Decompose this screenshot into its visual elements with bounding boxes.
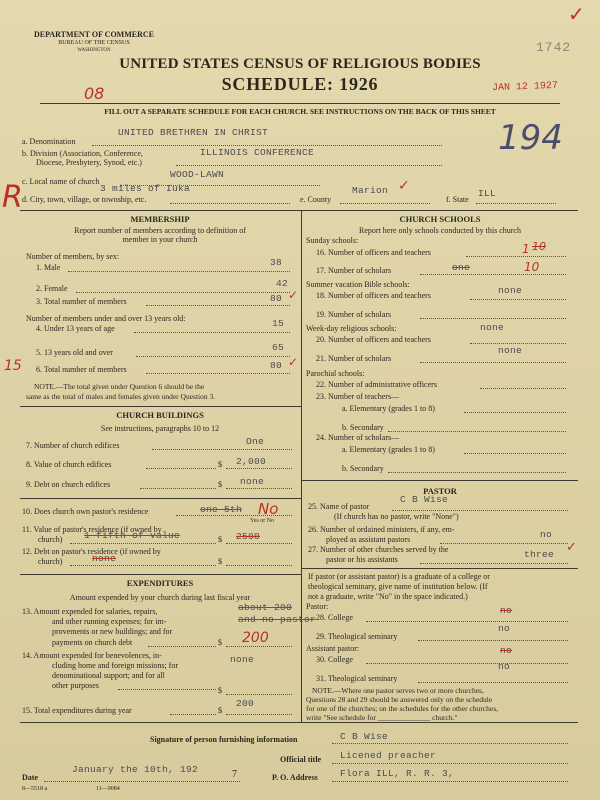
q12-value: none [92, 553, 117, 564]
q18-value: none [498, 285, 523, 296]
hand-15-margin: 15 [4, 358, 22, 374]
hand-194: 194 [498, 118, 563, 158]
instruction-line: FILL OUT A SEPARATE SCHEDULE FOR EACH CHURCH. SEE INSTRUCTIONS ON THE BACK OF THIS SHEET [104, 107, 496, 116]
date-label: Date [22, 773, 38, 782]
expenditures-heading: EXPENDITURES [126, 578, 194, 588]
grad-text-2: theological seminary, give name of institution below. (If [308, 582, 488, 591]
q20-value: none [480, 322, 505, 333]
buildings-heading: CHURCH BUILDINGS [116, 410, 204, 420]
schools-parochial: Parochial schools: [306, 369, 365, 378]
hand-r: R [2, 180, 23, 215]
schools-sunday: Sunday schools: [306, 236, 359, 245]
q17-typed: one [452, 262, 471, 273]
q16-label: 16. Number of officers and teachers [316, 248, 431, 257]
q11-dollar: $ [218, 535, 222, 544]
q13-typed-1: about 200 [238, 602, 293, 613]
q10-yes-no: Yes or No [250, 518, 275, 524]
city-value: 3 miles of Iuka [100, 183, 191, 194]
q11-typed: 1 fifth of value [84, 530, 181, 541]
q28-label: 28. College [316, 613, 353, 622]
q29-value: no [498, 623, 511, 634]
q7-value: One [246, 436, 265, 447]
membership-intro-2: member in your church [122, 235, 198, 244]
membership-note-1: NOTE.—The total given under Question 6 should be the [34, 382, 205, 391]
q26-label-a: 26. Number of ordained ministers, if any, em- [308, 525, 455, 534]
state-label: f. State [446, 195, 469, 204]
print-code: 11—9084 [96, 786, 120, 792]
division-label: b. Division (Association, Conference, [22, 149, 143, 158]
q29-label: 29. Theological seminary [316, 632, 398, 641]
q11-value: 2500 [236, 531, 261, 542]
local-name-value: WOOD-LAWN [170, 169, 225, 180]
q4-label: 4. Under 13 years of age [36, 324, 115, 333]
q16-value: 1 [522, 242, 530, 256]
q23-label: 23. Number of teachers— [316, 392, 400, 401]
stamp-number: 1742 [536, 40, 572, 55]
q6-checkmark: ✓ [288, 355, 299, 369]
q6-value: 80 [270, 360, 283, 371]
q16-struck: 10 [532, 240, 546, 253]
hand-08: 08 [84, 84, 105, 103]
q9-label: 9. Debt on church edifices [26, 480, 111, 489]
county-value: Marion [352, 185, 389, 196]
membership-note-2: same as the total of males and females given under Question 3. [26, 392, 216, 401]
address-label: P. O. Address [272, 773, 318, 782]
q3-value: 80 [270, 293, 283, 304]
city-label-field: d. City, town, village, or township, etc. [22, 195, 147, 204]
pastor-note-4: write "See schedule for ______________ church." [306, 713, 458, 722]
q27-label-a: 27. Number of other churches served by the [308, 545, 449, 554]
date-year: 7 [232, 769, 237, 780]
form-title: UNITED STATES CENSUS OF RELIGIOUS BODIES [119, 56, 481, 72]
official-title-value: Licened preacher [340, 750, 437, 761]
q13-value: 200 [242, 630, 269, 646]
pastor-note-3: for one of the churches; on the schedules for the other churches, [306, 704, 499, 713]
q10-value: one 5th [200, 504, 243, 515]
signature-value: C B Wise [340, 731, 389, 742]
q13-typed-2: and no pastor [238, 614, 317, 625]
q2-label: 2. Female [36, 284, 68, 293]
q25-value: C B Wise [400, 494, 449, 505]
q14-label-c: denominational support; and for all [52, 671, 165, 680]
signature-label: Signature of person furnishing information [150, 735, 298, 744]
local-name-label: c. Local name of church [22, 177, 100, 186]
pastor-note-2: Questions 28 and 29 should be answered only on the schedule [306, 695, 493, 704]
q19-label: 19. Number of scholars [316, 310, 392, 319]
q27-value: three [524, 549, 555, 560]
grad-text-1: If pastor (or assistant pastor) is a graduate of a college or [308, 572, 490, 581]
q8-dollar: $ [218, 460, 222, 469]
q21-label: 21. Number of scholars [316, 354, 392, 363]
q12-label-a: 12. Debt on pastor's residence (if owned by [22, 547, 161, 556]
q24-label: 24. Number of scholars— [316, 433, 400, 442]
q27-label-b: pastor or his assistants [326, 555, 398, 564]
q13-label-c: provements or new buildings; and for [52, 627, 173, 636]
q3-label: 3. Total number of members [36, 297, 127, 306]
q23a-label: a. Elementary (grades 1 to 8) [342, 404, 435, 413]
city-label: WASHINGTON [77, 48, 111, 53]
q5-label: 5. 13 years old and over [36, 348, 113, 357]
q13-label-a: 13. Amount expended for salaries, repairs, [22, 607, 158, 616]
schools-weekday: Week-day religious schools: [306, 324, 397, 333]
q14-dollar: $ [218, 686, 222, 695]
q8-label: 8. Value of church edifices [26, 460, 112, 469]
q26-label-b: ployed as assistant pastors [326, 535, 411, 544]
buildings-intro: See instructions, paragraphs 10 to 12 [100, 424, 220, 433]
q15-value: 200 [236, 698, 255, 709]
pastor-heading: PASTOR [423, 486, 457, 496]
q15-label: 15. Total expenditures during year [22, 706, 132, 715]
q14-label-b: cluding home and foreign missions; for [52, 661, 178, 670]
q10-label: 10. Does church own pastor's residence [22, 507, 149, 516]
q18-label: 18. Number of officers and teachers [316, 291, 431, 300]
state-value: ILL [478, 188, 497, 199]
q1-label: 1. Male [36, 263, 61, 272]
q27-checkmark: ✓ [566, 540, 577, 555]
q31-label: 31. Theological seminary [316, 674, 398, 683]
schools-heading: CHURCH SCHOOLS [399, 214, 481, 224]
bureau-label: BUREAU OF THE CENSUS [58, 40, 130, 46]
q30-value: no [500, 645, 513, 656]
q26-value: no [540, 529, 553, 540]
q10-hand-no: No [258, 500, 279, 518]
q24b-label: b. Secondary [342, 464, 384, 473]
q4-value: 15 [272, 318, 285, 329]
denomination-label: a. Denomination [22, 137, 76, 146]
denomination-value: UNITED BRETHREN IN CHRIST [118, 127, 269, 138]
q20-label: 20. Number of officers and teachers [316, 335, 431, 344]
q25-note: (If church has no pastor, write "None") [334, 512, 459, 521]
q7-label: 7. Number of church edifices [26, 441, 120, 450]
q23b-label: b. Secondary [342, 423, 384, 432]
q11-label-b: church) [38, 535, 63, 544]
received-stamp: JAN 12 1927 [491, 80, 559, 95]
county-checkmark: ✓ [398, 178, 410, 194]
q9-value: none [240, 476, 265, 487]
q8-value: 2,000 [236, 456, 267, 467]
q30-label: 30. College [316, 655, 353, 664]
membership-intro-1: Report number of members according to definition of [74, 226, 246, 235]
q14-value: none [230, 654, 255, 665]
membership-sub-sex: Number of members, by sex: [26, 252, 120, 261]
membership-heading: MEMBERSHIP [130, 214, 190, 224]
q28-value: no [500, 605, 513, 616]
schedule-title: SCHEDULE: 1926 [221, 74, 379, 94]
q14-label-a: 14. Amount expended for benevolences, in- [22, 651, 162, 660]
q13-label-d: payments on church debt [52, 638, 133, 647]
dept-label: DEPARTMENT OF COMMERCE [34, 30, 155, 39]
pastor-note-1: NOTE.—Where one pastor serves two or more churches, [312, 686, 484, 695]
form-code: 8—5518 a [22, 786, 48, 792]
membership-sub-age: Number of members under and over 13 years old: [26, 314, 186, 323]
q24a-label: a. Elementary (grades 1 to 8) [342, 445, 435, 454]
q25-label: 25. Name of pastor [308, 502, 370, 511]
schools-intro: Report here only schools conducted by this church [359, 226, 521, 235]
expenditures-intro: Amount expended by your church during last fiscal year [69, 593, 251, 602]
q14-label-d: other purposes [52, 681, 99, 690]
q15-dollar: $ [218, 706, 222, 715]
q12-label-b: church) [38, 557, 63, 566]
q17-value: 10 [524, 260, 540, 274]
pastor-label: Pastor: [306, 602, 329, 611]
q9-dollar: $ [218, 480, 222, 489]
q17-label: 17. Number of scholars [316, 266, 392, 275]
q13-label-b: and other running expenses; for im- [52, 617, 167, 626]
q6-label: 6. Total number of members [36, 365, 127, 374]
q1-value: 38 [270, 257, 283, 268]
checkmark-top-right: ✓ [568, 2, 585, 26]
q13-dollar: $ [218, 638, 222, 647]
q21-value: none [498, 345, 523, 356]
q11-label-a: 11. Value of pastor's residence (if owned by [22, 525, 162, 534]
q5-value: 65 [272, 342, 285, 353]
division-value: ILLINOIS CONFERENCE [200, 147, 315, 158]
q12-dollar: $ [218, 557, 222, 566]
grad-text-3: not a graduate, write "No" in the space indicated.) [308, 592, 468, 601]
address-value: Flora ILL, R. R. 3, [340, 768, 455, 779]
schools-summer: Summer vacation Bible schools: [306, 280, 410, 289]
q3-checkmark: ✓ [288, 288, 299, 302]
q30-value-b: no [498, 661, 511, 672]
official-title-label: Official title [280, 755, 322, 764]
division-label-2: Diocese, Presbytery, Synod, etc.) [36, 158, 142, 167]
q22-label: 22. Number of administrative officers [316, 380, 437, 389]
county-label: e. County [300, 195, 332, 204]
q2-value: 42 [276, 278, 289, 289]
date-value: January the 10th, 192 [72, 764, 199, 775]
asst-label: Assistant pastor: [306, 644, 360, 653]
